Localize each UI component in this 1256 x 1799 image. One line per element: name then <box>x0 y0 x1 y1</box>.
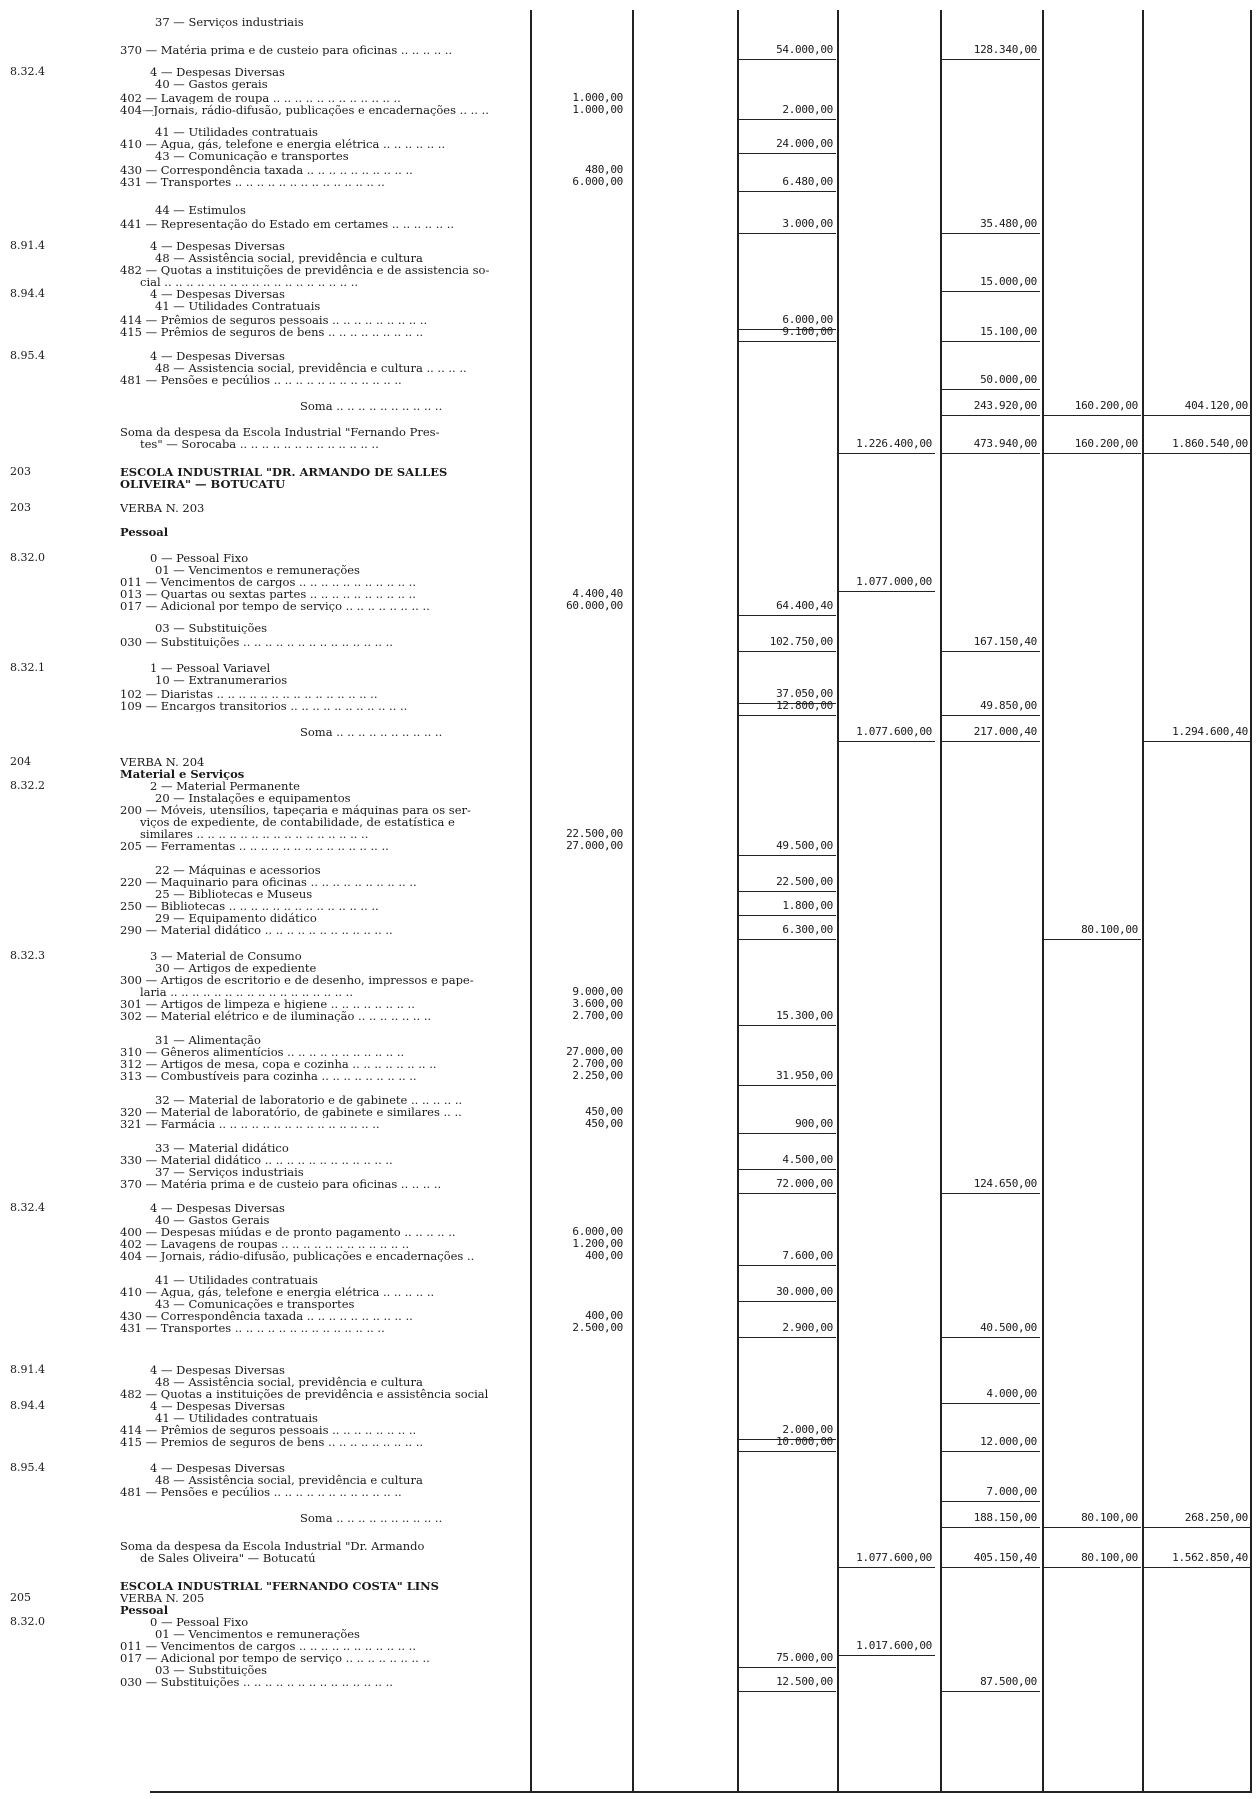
subtotal-rule <box>737 1169 836 1170</box>
line-description: 415 — Prêmios de seguros de bens .. .. .. .. .. .. .. .. .. <box>120 326 424 338</box>
line-description: tes" — Sorocaba .. .. .. .. .. .. .. .. .. .. .. .. .. <box>140 438 379 450</box>
amount-c1: 6.000,00 <box>572 1225 623 1238</box>
amount-c4: 1.077.000,00 <box>856 575 932 588</box>
amount-c5: 49.850,00 <box>980 699 1037 712</box>
subtotal-rule <box>737 59 836 60</box>
line-description: 310 — Gêneros alimentícios .. .. .. .. .. .. .. .. .. .. .. <box>120 1046 405 1058</box>
amount-c6: 160.200,00 <box>1074 437 1138 450</box>
amount-c3: 12.800,00 <box>776 699 833 712</box>
amount-c4: 1.226.400,00 <box>856 437 932 450</box>
line-description: VERBA N. 204 <box>120 756 205 768</box>
amount-c1: 3.600,00 <box>572 997 623 1010</box>
amount-c1: 27.000,00 <box>566 1045 623 1058</box>
line-description: 4 — Despesas Diversas <box>150 1400 285 1412</box>
subtotal-rule <box>737 1085 836 1086</box>
line-description: Soma da despesa da Escola Industrial "Dr. Armando <box>120 1540 425 1552</box>
amount-c3: 64.400,40 <box>776 599 833 612</box>
line-description: 32 — Material de laboratorio e de gabinete .. .. .. .. .. <box>155 1094 463 1106</box>
amount-c3: 9.100,00 <box>782 325 833 338</box>
amount-c5: 167.150,40 <box>973 635 1037 648</box>
amount-c6: 80.100,00 <box>1081 923 1138 936</box>
amount-c3: 2.000,00 <box>782 1423 833 1436</box>
amount-c7: 268.250,00 <box>1184 1511 1248 1524</box>
amount-c3: 6.300,00 <box>782 923 833 936</box>
line-description: 321 — Farmácia .. .. .. .. .. .. .. .. .. .. .. .. .. .. .. <box>120 1118 380 1130</box>
line-description: 290 — Material didático .. .. .. .. .. .. .. .. .. .. .. .. <box>120 924 393 936</box>
line-description: 313 — Combustíveis para cozinha .. .. .. .. .. .. .. .. .. <box>120 1070 417 1082</box>
amount-c1: 450,00 <box>585 1105 623 1118</box>
subtotal-rule <box>737 855 836 856</box>
subtotal-rule <box>837 591 935 592</box>
line-description: 109 — Encargos transitorios .. .. .. .. .. .. .. .. .. .. .. <box>120 700 408 712</box>
dotacao-code: 8.95.4 <box>10 1461 45 1474</box>
line-description: 43 — Comunicação e transportes <box>155 150 349 162</box>
amount-c3: 49.500,00 <box>776 839 833 852</box>
line-description: 011 — Vencimentos de cargos .. .. .. .. .. .. .. .. .. .. .. <box>120 576 416 588</box>
amount-c5: 4.000,00 <box>986 1387 1037 1400</box>
dotacao-code: 204 <box>10 755 31 768</box>
line-description: 3 — Material de Consumo <box>150 950 302 962</box>
line-description: 01 — Vencimentos e remunerações <box>155 564 360 576</box>
subtotal-rule <box>737 1301 836 1302</box>
amount-c1: 1.200,00 <box>572 1237 623 1250</box>
amount-c3: 54.000,00 <box>776 43 833 56</box>
subtotal-rule <box>942 233 1040 234</box>
amount-c7: 404.120,00 <box>1184 399 1248 412</box>
subtotal-rule <box>737 341 836 342</box>
line-description: ESCOLA INDUSTRIAL "DR. ARMANDO DE SALLES <box>120 466 448 478</box>
line-description: 40 — Gastos Gerais <box>155 1214 270 1226</box>
line-description: 370 — Matéria prima e de custeio para oficinas .. .. .. .. <box>120 1178 442 1190</box>
line-description: 30 — Artigos de expediente <box>155 962 317 974</box>
line-description: 41 — Utilidades contratuais <box>155 1274 318 1286</box>
line-description: 31 — Alimentação <box>155 1034 261 1046</box>
line-description: 48 — Assistência social, previdência e cultura <box>155 252 423 264</box>
subtotal-rule <box>942 741 1040 742</box>
amount-c3: 30.000,00 <box>776 1285 833 1298</box>
dotacao-code: 8.32.0 <box>10 551 45 564</box>
amount-c1: 400,00 <box>585 1309 623 1322</box>
subtotal-rule <box>1142 453 1251 454</box>
subtotal-rule <box>737 1025 836 1026</box>
line-description: viços de expediente, de contabilidade, de estatística e <box>140 816 455 828</box>
subtotal-rule <box>942 1567 1040 1568</box>
line-description: 430 — Correspondência taxada .. .. .. .. .. .. .. .. .. .. <box>120 1310 413 1322</box>
amount-c3: 3.000,00 <box>782 217 833 230</box>
amount-c4: 1.077.600,00 <box>856 1551 932 1564</box>
dotacao-code: 8.32.4 <box>10 65 45 78</box>
amount-c6: 80.100,00 <box>1081 1551 1138 1564</box>
line-description: 48 — Assistência social, previdência e cultura <box>155 1376 423 1388</box>
line-description: 2 — Material Permanente <box>150 780 300 792</box>
line-description: 25 — Bibliotecas e Museus <box>155 888 313 900</box>
subtotal-rule <box>942 291 1040 292</box>
line-description: 41 — Utilidades Contratuais <box>155 300 321 312</box>
line-description: 22 — Máquinas e acessorios <box>155 864 321 876</box>
line-description: 03 — Substituições <box>155 622 268 634</box>
subtotal-rule <box>942 1691 1040 1692</box>
column-rule <box>940 10 942 1793</box>
amount-c3: 75.000,00 <box>776 1651 833 1664</box>
subtotal-rule <box>737 1193 836 1194</box>
line-description: 017 — Adicional por tempo de serviço .. .. .. .. .. .. .. .. <box>120 1652 430 1664</box>
dotacao-code: 8.91.4 <box>10 239 45 252</box>
line-description: 312 — Artigos de mesa, copa e cozinha .. .. .. .. .. .. .. .. <box>120 1058 437 1070</box>
amount-c5: 217.000,40 <box>973 725 1037 738</box>
amount-c3: 15.300,00 <box>776 1009 833 1022</box>
column-rule <box>632 10 634 1793</box>
line-description: 011 — Vencimentos de cargos .. .. .. .. .. .. .. .. .. .. .. <box>120 1640 416 1652</box>
line-description: 481 — Pensões e pecúlios .. .. .. .. .. .. .. .. .. .. .. .. <box>120 1486 402 1498</box>
line-description: 030 — Substituições .. .. .. .. .. .. .. .. .. .. .. .. .. .. <box>120 636 393 648</box>
subtotal-rule <box>1042 415 1141 416</box>
line-description: 017 — Adicional por tempo de serviço .. .. .. .. .. .. .. .. <box>120 600 430 612</box>
subtotal-rule <box>1042 939 1141 940</box>
line-description: 431 — Transportes .. .. .. .. .. .. .. .. .. .. .. .. .. .. <box>120 1322 385 1334</box>
amount-c5: 128.340,00 <box>973 43 1037 56</box>
column-rule <box>837 10 839 1793</box>
dotacao-code: 8.32.3 <box>10 949 45 962</box>
line-description: 302 — Material elétrico e de iluminação .. .. .. .. .. .. .. <box>120 1010 432 1022</box>
amount-c3: 6.480,00 <box>782 175 833 188</box>
line-description: 4 — Despesas Diversas <box>150 350 285 362</box>
line-description: 0 — Pessoal Fixo <box>150 552 249 564</box>
line-description: 404 — Jornais, rádio-difusão, publicações e encadernações .. <box>120 1250 475 1262</box>
dotacao-code: 205 <box>10 1591 31 1604</box>
amount-c5: 473.940,00 <box>973 437 1037 450</box>
subtotal-rule <box>1042 1527 1141 1528</box>
amount-c3: 10.000,00 <box>776 1435 833 1448</box>
subtotal-rule <box>737 1451 836 1452</box>
amount-c5: 12.000,00 <box>980 1435 1037 1448</box>
dotacao-code: 8.32.1 <box>10 661 45 674</box>
line-description: de Sales Oliveira" — Botucatú <box>140 1552 316 1564</box>
subtotal-rule <box>942 1527 1040 1528</box>
amount-c1: 480,00 <box>585 163 623 176</box>
amount-c5: 405.150,40 <box>973 1551 1037 1564</box>
amount-c7: 1.860.540,00 <box>1172 437 1248 450</box>
amount-c3: 6.000,00 <box>782 313 833 326</box>
subtotal-rule <box>942 715 1040 716</box>
line-description: Soma .. .. .. .. .. .. .. .. .. .. <box>300 726 443 738</box>
amount-c6: 160.200,00 <box>1074 399 1138 412</box>
line-description: OLIVEIRA" — BOTUCATU <box>120 478 286 490</box>
line-description: Soma .. .. .. .. .. .. .. .. .. .. <box>300 400 443 412</box>
line-description: 4 — Despesas Diversas <box>150 1462 285 1474</box>
line-description: 40 — Gastos gerais <box>155 78 268 90</box>
amount-c1: 22.500,00 <box>566 827 623 840</box>
amount-c5: 35.480,00 <box>980 217 1037 230</box>
amount-c3: 4.500,00 <box>782 1153 833 1166</box>
line-description: 300 — Artigos de escritorio e de desenho, impressos e pape- <box>120 974 474 986</box>
dotacao-code: 8.95.4 <box>10 349 45 362</box>
amount-c1: 1.000,00 <box>572 91 623 104</box>
amount-c3: 72.000,00 <box>776 1177 833 1190</box>
amount-c5: 15.100,00 <box>980 325 1037 338</box>
line-description: 4 — Despesas Diversas <box>150 1364 285 1376</box>
column-rule <box>1042 10 1044 1793</box>
line-description: 013 — Quartas ou sextas partes .. .. .. .. .. .. .. .. .. .. <box>120 588 416 600</box>
column-rule <box>737 10 739 1793</box>
dotacao-code: 8.91.4 <box>10 1363 45 1376</box>
amount-c1: 1.000,00 <box>572 103 623 116</box>
line-description: Pessoal <box>120 1604 169 1616</box>
subtotal-rule <box>737 939 836 940</box>
subtotal-rule <box>1142 741 1251 742</box>
amount-c5: 40.500,00 <box>980 1321 1037 1334</box>
subtotal-rule <box>1042 453 1141 454</box>
subtotal-rule <box>942 651 1040 652</box>
subtotal-rule <box>1142 1567 1251 1568</box>
dotacao-code: 203 <box>10 501 31 514</box>
subtotal-rule <box>942 1451 1040 1452</box>
dotacao-code: 8.94.4 <box>10 1399 45 1412</box>
subtotal-rule <box>942 389 1040 390</box>
line-description: VERBA N. 205 <box>120 1592 205 1604</box>
subtotal-rule <box>942 59 1040 60</box>
amount-c1: 400,00 <box>585 1249 623 1262</box>
subtotal-rule <box>737 119 836 120</box>
amount-c5: 7.000,00 <box>986 1485 1037 1498</box>
column-rule <box>1250 10 1252 1793</box>
subtotal-rule <box>942 1403 1040 1404</box>
amount-c1: 2.700,00 <box>572 1057 623 1070</box>
subtotal-rule <box>737 891 836 892</box>
subtotal-rule <box>837 1567 935 1568</box>
line-description: 37 — Serviços industriais <box>155 16 304 28</box>
subtotal-rule <box>942 341 1040 342</box>
line-description: ESCOLA INDUSTRIAL "FERNANDO COSTA" LINS <box>120 1580 439 1592</box>
line-description: 482 — Quotas a instituições de previdência e assistência social <box>120 1388 489 1400</box>
subtotal-rule <box>737 715 836 716</box>
line-description: 4 — Despesas Diversas <box>150 288 285 300</box>
amount-c3: 24.000,00 <box>776 137 833 150</box>
amount-c3: 37.050,00 <box>776 687 833 700</box>
line-description: 37 — Serviços industriais <box>155 1166 304 1178</box>
subtotal-rule <box>942 1337 1040 1338</box>
amount-c3: 7.600,00 <box>782 1249 833 1262</box>
subtotal-rule <box>942 1193 1040 1194</box>
line-description: 320 — Material de laboratório, de gabinete e similares .. .. <box>120 1106 462 1118</box>
amount-c5: 188.150,00 <box>973 1511 1037 1524</box>
amount-c1: 4.400,40 <box>572 587 623 600</box>
subtotal-rule <box>837 453 935 454</box>
subtotal-rule <box>837 1655 935 1656</box>
line-description: 44 — Estimulos <box>155 204 246 216</box>
line-description: 4 — Despesas Diversas <box>150 240 285 252</box>
bottom-rule <box>150 1791 1250 1793</box>
line-description: 431 — Transportes .. .. .. .. .. .. .. .. .. .. .. .. .. .. <box>120 176 385 188</box>
amount-c3: 2.000,00 <box>782 103 833 116</box>
subtotal-rule <box>1042 1567 1141 1568</box>
line-description: 415 — Premios de seguros de bens .. .. .. .. .. .. .. .. .. <box>120 1436 424 1448</box>
line-description: cial .. .. .. .. .. .. .. .. .. .. .. .. .. .. .. .. .. .. <box>140 276 359 288</box>
line-description: 41 — Utilidades contratuais <box>155 126 318 138</box>
amount-c7: 1.294.600,40 <box>1172 725 1248 738</box>
line-description: 10 — Extranumerarios <box>155 674 288 686</box>
amount-c1: 2.500,00 <box>572 1321 623 1334</box>
line-description: 250 — Bibliotecas .. .. .. .. .. .. .. .. .. .. .. .. .. .. <box>120 900 379 912</box>
dotacao-code: 8.32.2 <box>10 779 45 792</box>
amount-c7: 1.562.850,40 <box>1172 1551 1248 1564</box>
dotacao-code: 203 <box>10 465 31 478</box>
subtotal-rule <box>942 415 1040 416</box>
subtotal-rule <box>1142 415 1251 416</box>
subtotal-rule <box>737 233 836 234</box>
subtotal-rule <box>942 453 1040 454</box>
amount-c3: 22.500,00 <box>776 875 833 888</box>
line-description: 402 — Lavagens de roupas .. .. .. .. .. .. .. .. .. .. .. .. <box>120 1238 410 1250</box>
line-description: 400 — Despesas miúdas e de pronto pagamento .. .. .. .. .. <box>120 1226 456 1238</box>
line-description: 29 — Equipamento didático <box>155 912 317 924</box>
line-description: 01 — Vencimentos e remunerações <box>155 1628 360 1640</box>
amount-c4: 1.017.600,00 <box>856 1639 932 1652</box>
amount-c5: 50.000,00 <box>980 373 1037 386</box>
line-description: 205 — Ferramentas .. .. .. .. .. .. .. .. .. .. .. .. .. .. <box>120 840 389 852</box>
line-description: 48 — Assistência social, previdência e cultura <box>155 1474 423 1486</box>
line-description: Soma da despesa da Escola Industrial "Fernando Pres- <box>120 426 440 438</box>
amount-c3: 1.800,00 <box>782 899 833 912</box>
dotacao-code: 8.32.4 <box>10 1201 45 1214</box>
amount-c4: 1.077.600,00 <box>856 725 932 738</box>
amount-c5: 87.500,00 <box>980 1675 1037 1688</box>
amount-c5: 15.000,00 <box>980 275 1037 288</box>
line-description: 43 — Comunicações e transportes <box>155 1298 355 1310</box>
amount-c3: 12.500,00 <box>776 1675 833 1688</box>
line-description: 414 — Prêmios de seguros pessoais .. .. .. .. .. .. .. .. <box>120 1424 417 1436</box>
line-description: 0 — Pessoal Fixo <box>150 1616 249 1628</box>
line-description: Soma .. .. .. .. .. .. .. .. .. .. <box>300 1512 443 1524</box>
line-description: 4 — Despesas Diversas <box>150 66 285 78</box>
amount-c1: 2.700,00 <box>572 1009 623 1022</box>
subtotal-rule <box>942 1501 1040 1502</box>
line-description: 404—Jornais, rádio-difusão, publicações e encadernações .. .. .. <box>120 104 489 116</box>
line-description: 200 — Móveis, utensílios, tapeçaria e máquinas para os ser- <box>120 804 471 816</box>
line-description: 48 — Assistencia social, previdência e cultura .. .. .. .. <box>155 362 467 374</box>
dotacao-code: 8.94.4 <box>10 287 45 300</box>
amount-c3: 2.900,00 <box>782 1321 833 1334</box>
subtotal-rule <box>737 651 836 652</box>
amount-c1: 60.000,00 <box>566 599 623 612</box>
column-rule <box>1142 10 1144 1793</box>
line-description: laria .. .. .. .. .. .. .. .. .. .. .. .. .. .. .. .. .. <box>140 986 353 998</box>
line-description: 410 — Agua, gás, telefone e energia elétrica .. .. .. .. .. <box>120 1286 435 1298</box>
line-description: 410 — Agua, gás, telefone e energia elétrica .. .. .. .. .. .. <box>120 138 446 150</box>
amount-c6: 80.100,00 <box>1081 1511 1138 1524</box>
amount-c1: 27.000,00 <box>566 839 623 852</box>
line-description: 4 — Despesas Diversas <box>150 1202 285 1214</box>
subtotal-rule <box>737 1667 836 1668</box>
line-description: 33 — Material didático <box>155 1142 289 1154</box>
line-description: 030 — Substituições .. .. .. .. .. .. .. .. .. .. .. .. .. .. <box>120 1676 393 1688</box>
subtotal-rule <box>737 915 836 916</box>
line-description: 402 — Lavagem de roupa .. .. .. .. .. .. .. .. .. .. .. .. <box>120 92 401 104</box>
line-description: 1 — Pessoal Variavel <box>150 662 271 674</box>
line-description: 330 — Material didático .. .. .. .. .. .. .. .. .. .. .. .. <box>120 1154 393 1166</box>
amount-c5: 124.650,00 <box>973 1177 1037 1190</box>
subtotal-rule <box>737 191 836 192</box>
line-description: 301 — Artigos de limpeza e higiene .. .. .. .. .. .. .. .. <box>120 998 415 1010</box>
dotacao-code: 8.32.0 <box>10 1615 45 1628</box>
line-description: 20 — Instalações e equipamentos <box>155 792 351 804</box>
subtotal-rule <box>1142 1527 1251 1528</box>
line-description: 41 — Utilidades contratuais <box>155 1412 318 1424</box>
subtotal-rule <box>737 615 836 616</box>
amount-c1: 9.000,00 <box>572 985 623 998</box>
line-description: 03 — Substituições <box>155 1664 268 1676</box>
amount-c3: 102.750,00 <box>769 635 833 648</box>
line-description: Material e Serviços <box>120 768 245 780</box>
subtotal-rule <box>737 1337 836 1338</box>
line-description: 482 — Quotas a instituições de previdência e de assistencia so- <box>120 264 490 276</box>
amount-c5: 243.920,00 <box>973 399 1037 412</box>
amount-c3: 900,00 <box>795 1117 833 1130</box>
subtotal-rule <box>737 1133 836 1134</box>
line-description: 441 — Representação do Estado em certames .. .. .. .. .. .. <box>120 218 455 230</box>
line-description: 370 — Matéria prima e de custeio para oficinas .. .. .. .. .. <box>120 44 453 56</box>
line-description: 102 — Diaristas .. .. .. .. .. .. .. .. .. .. .. .. .. .. .. <box>120 688 378 700</box>
subtotal-rule <box>737 1265 836 1266</box>
amount-c3: 31.950,00 <box>776 1069 833 1082</box>
subtotal-rule <box>737 1691 836 1692</box>
line-description: similares .. .. .. .. .. .. .. .. .. .. .. .. .. .. .. .. <box>140 828 369 840</box>
line-description: VERBA N. 203 <box>120 502 205 514</box>
line-description: Pessoal <box>120 526 169 538</box>
line-description: 220 — Maquinario para oficinas .. .. .. .. .. .. .. .. .. .. <box>120 876 417 888</box>
column-rule <box>530 10 532 1793</box>
subtotal-rule <box>737 153 836 154</box>
line-description: 481 — Pensões e pecúlios .. .. .. .. .. .. .. .. .. .. .. .. <box>120 374 402 386</box>
amount-c1: 2.250,00 <box>572 1069 623 1082</box>
subtotal-rule <box>837 741 935 742</box>
amount-c1: 6.000,00 <box>572 175 623 188</box>
amount-c1: 450,00 <box>585 1117 623 1130</box>
line-description: 430 — Correspondência taxada .. .. .. .. .. .. .. .. .. .. <box>120 164 413 176</box>
line-description: 414 — Prêmios de seguros pessoais .. .. .. .. .. .. .. .. .. <box>120 314 428 326</box>
